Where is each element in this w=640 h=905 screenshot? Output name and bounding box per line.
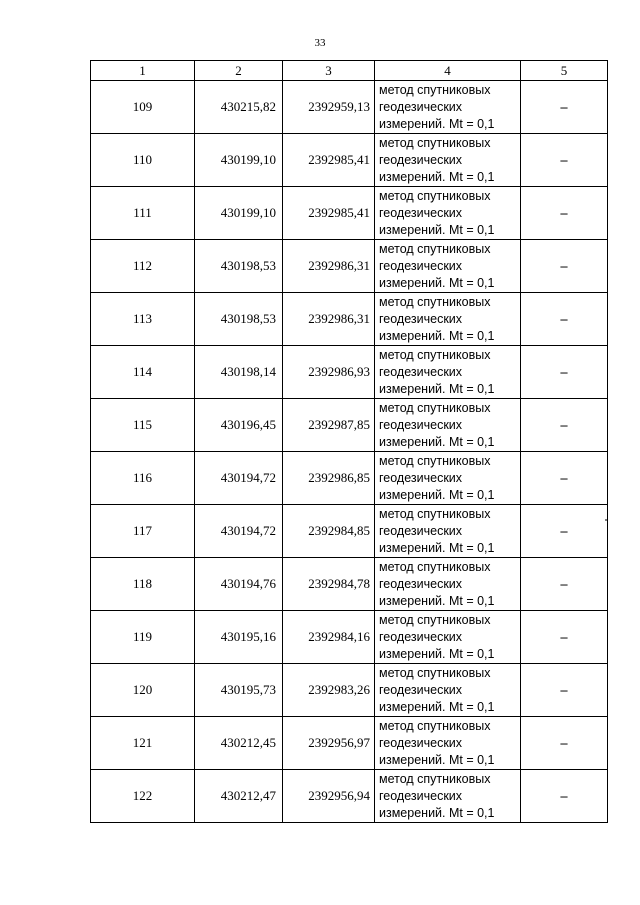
x-coordinate-cell: 430198,53 <box>195 293 283 346</box>
y-coordinate-cell: 2392987,85 <box>283 399 375 452</box>
table-header-row <box>91 61 608 81</box>
method-line: измерений. Mt = 0,1 <box>379 540 495 555</box>
method-cell <box>375 81 521 134</box>
method-cell <box>375 293 521 346</box>
y-coordinate-cell: 2392984,78 <box>283 558 375 611</box>
method-line: измерений. Mt = 0,1 <box>379 646 495 661</box>
note-cell <box>521 81 608 134</box>
method-line: измерений. Mt = 0,1 <box>379 434 495 449</box>
x-coordinate-cell: 430212,45 <box>195 717 283 770</box>
x-coordinate-cell: 430198,14 <box>195 346 283 399</box>
method-line: измерений. Mt = 0,1 <box>379 169 495 184</box>
method-cell <box>375 134 521 187</box>
method-line: метод спутниковых <box>379 453 491 468</box>
y-coordinate-cell: 2392986,85 <box>283 452 375 505</box>
note-dash: – <box>560 258 568 274</box>
note-cell <box>521 611 608 664</box>
table-row <box>91 717 608 770</box>
method-line: геодезических <box>379 258 463 273</box>
note-dash: – <box>560 99 568 115</box>
y-coordinate-cell: 2392956,94 <box>283 770 375 823</box>
method-line: геодезических <box>379 311 463 326</box>
method-line: метод спутниковых <box>379 559 491 574</box>
method-line: метод спутниковых <box>379 506 491 521</box>
y-coordinate-cell: 2392986,93 <box>283 346 375 399</box>
method-cell <box>375 611 521 664</box>
method-cell <box>375 346 521 399</box>
y-coordinate-cell: 2392985,41 <box>283 134 375 187</box>
point-number-cell: 115 <box>91 399 195 452</box>
x-coordinate-cell: 430194,76 <box>195 558 283 611</box>
table-row <box>91 558 608 611</box>
x-coordinate-cell: 430194,72 <box>195 505 283 558</box>
method-line: геодезических <box>379 523 463 538</box>
y-coordinate-cell: 2392959,13 <box>283 81 375 134</box>
point-number-cell: 122 <box>91 770 195 823</box>
x-coordinate-cell: 430194,72 <box>195 452 283 505</box>
method-line: геодезических <box>379 735 463 750</box>
column-header-2: 2 <box>195 61 283 81</box>
point-number-cell: 116 <box>91 452 195 505</box>
method-line: измерений. Mt = 0,1 <box>379 805 495 820</box>
x-coordinate-cell: 430215,82 <box>195 81 283 134</box>
method-line: измерений. Mt = 0,1 <box>379 222 495 237</box>
note-cell <box>521 505 608 558</box>
table-row <box>91 611 608 664</box>
y-coordinate-cell: 2392985,41 <box>283 187 375 240</box>
y-coordinate-cell: 2392984,85 <box>283 505 375 558</box>
method-cell <box>375 717 521 770</box>
method-line: измерений. Mt = 0,1 <box>379 699 495 714</box>
note-dash: – <box>560 629 568 645</box>
point-number-cell: 111 <box>91 187 195 240</box>
note-dash: – <box>560 523 568 539</box>
table-row <box>91 240 608 293</box>
method-line: геодезических <box>379 682 463 697</box>
table-body <box>91 81 608 823</box>
table-row <box>91 134 608 187</box>
method-line: измерений. Mt = 0,1 <box>379 328 495 343</box>
method-line: метод спутниковых <box>379 294 491 309</box>
point-number-cell: 117 <box>91 505 195 558</box>
method-line: измерений. Mt = 0,1 <box>379 116 495 131</box>
method-line: метод спутниковых <box>379 771 491 786</box>
method-line: геодезических <box>379 99 463 114</box>
note-cell <box>521 293 608 346</box>
method-cell <box>375 240 521 293</box>
note-cell <box>521 664 608 717</box>
method-line: геодезических <box>379 576 463 591</box>
method-line: метод спутниковых <box>379 347 491 362</box>
point-number-cell: 112 <box>91 240 195 293</box>
method-cell <box>375 664 521 717</box>
method-line: измерений. Mt = 0,1 <box>379 275 495 290</box>
method-line: метод спутниковых <box>379 718 491 733</box>
method-line: измерений. Mt = 0,1 <box>379 381 495 396</box>
method-line: геодезических <box>379 152 463 167</box>
note-cell <box>521 452 608 505</box>
method-line: геодезических <box>379 417 463 432</box>
table-row <box>91 770 608 823</box>
method-line: измерений. Mt = 0,1 <box>379 487 495 502</box>
method-line: метод спутниковых <box>379 612 491 627</box>
note-dash: – <box>560 470 568 486</box>
x-coordinate-cell: 430198,53 <box>195 240 283 293</box>
method-cell <box>375 452 521 505</box>
table-row <box>91 399 608 452</box>
method-cell <box>375 399 521 452</box>
method-line: метод спутниковых <box>379 135 491 150</box>
note-cell <box>521 346 608 399</box>
y-coordinate-cell: 2392986,31 <box>283 293 375 346</box>
point-number-cell: 109 <box>91 81 195 134</box>
page-number: 33 <box>314 37 326 49</box>
method-line: метод спутниковых <box>379 665 491 680</box>
scan-speck <box>605 519 607 521</box>
column-header-1: 1 <box>91 61 195 81</box>
note-dash: – <box>560 311 568 327</box>
note-cell <box>521 399 608 452</box>
note-dash: – <box>560 788 568 804</box>
note-cell <box>521 558 608 611</box>
column-header-4: 4 <box>375 61 521 81</box>
note-cell <box>521 240 608 293</box>
note-dash: – <box>560 417 568 433</box>
table-row <box>91 346 608 399</box>
method-cell <box>375 187 521 240</box>
method-line: геодезических <box>379 205 463 220</box>
x-coordinate-cell: 430199,10 <box>195 134 283 187</box>
point-number-cell: 110 <box>91 134 195 187</box>
method-line: геодезических <box>379 470 463 485</box>
y-coordinate-cell: 2392983,26 <box>283 664 375 717</box>
method-line: измерений. Mt = 0,1 <box>379 752 495 767</box>
column-header-3: 3 <box>283 61 375 81</box>
point-number-cell: 121 <box>91 717 195 770</box>
method-line: метод спутниковых <box>379 82 491 97</box>
method-cell <box>375 505 521 558</box>
method-line: метод спутниковых <box>379 188 491 203</box>
column-header-5: 5 <box>521 61 608 81</box>
point-number-cell: 113 <box>91 293 195 346</box>
y-coordinate-cell: 2392986,31 <box>283 240 375 293</box>
table-row <box>91 664 608 717</box>
method-line: геодезических <box>379 629 463 644</box>
table-row <box>91 452 608 505</box>
x-coordinate-cell: 430196,45 <box>195 399 283 452</box>
method-line: геодезических <box>379 788 463 803</box>
note-dash: – <box>560 205 568 221</box>
note-dash: – <box>560 576 568 592</box>
note-cell <box>521 187 608 240</box>
method-line: метод спутниковых <box>379 241 491 256</box>
y-coordinate-cell: 2392984,16 <box>283 611 375 664</box>
note-dash: – <box>560 735 568 751</box>
x-coordinate-cell: 430199,10 <box>195 187 283 240</box>
method-line: метод спутниковых <box>379 400 491 415</box>
point-number-cell: 119 <box>91 611 195 664</box>
table-row <box>91 505 608 558</box>
point-number-cell: 114 <box>91 346 195 399</box>
method-line: измерений. Mt = 0,1 <box>379 593 495 608</box>
x-coordinate-cell: 430195,16 <box>195 611 283 664</box>
note-dash: – <box>560 152 568 168</box>
point-number-cell: 118 <box>91 558 195 611</box>
note-cell <box>521 770 608 823</box>
note-cell <box>521 717 608 770</box>
table-row <box>91 81 608 134</box>
table-row <box>91 187 608 240</box>
x-coordinate-cell: 430212,47 <box>195 770 283 823</box>
method-cell <box>375 770 521 823</box>
table-row <box>91 293 608 346</box>
y-coordinate-cell: 2392956,97 <box>283 717 375 770</box>
method-cell <box>375 558 521 611</box>
note-dash: – <box>560 682 568 698</box>
x-coordinate-cell: 430195,73 <box>195 664 283 717</box>
point-number-cell: 120 <box>91 664 195 717</box>
coordinates-table <box>90 60 608 823</box>
method-line: геодезических <box>379 364 463 379</box>
note-cell <box>521 134 608 187</box>
note-dash: – <box>560 364 568 380</box>
